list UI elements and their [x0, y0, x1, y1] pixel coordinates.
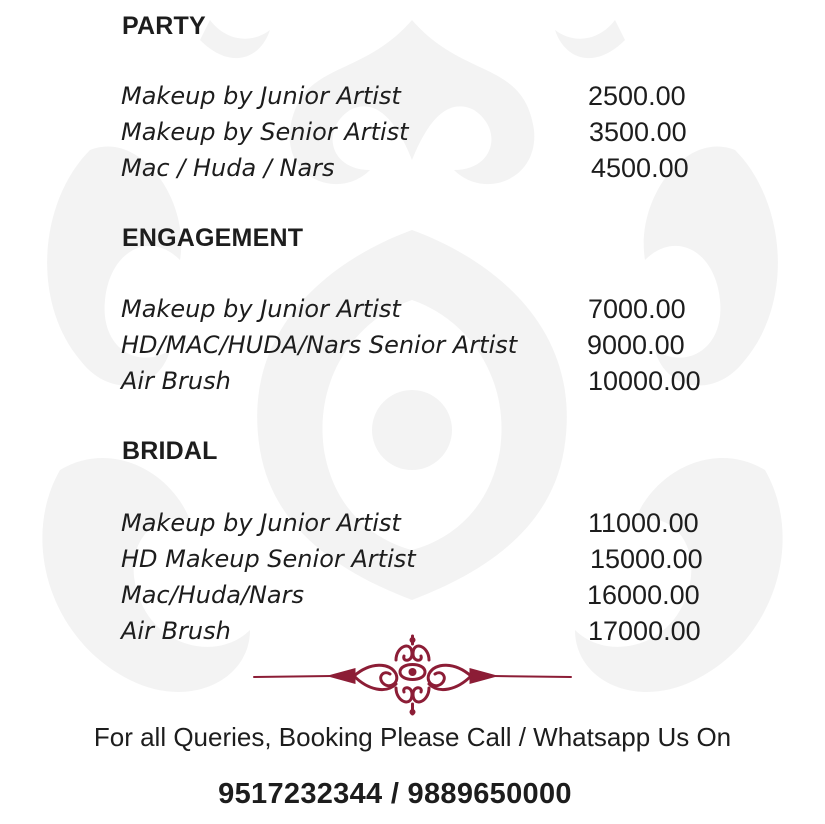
- service-name: Makeup by Junior Artist: [121, 82, 401, 110]
- service-price: 4500.00: [591, 153, 689, 183]
- service-price: 17000.00: [588, 616, 701, 646]
- price-row: [0, 78, 825, 114]
- price-row: [0, 114, 825, 150]
- service-price: 11000.00: [588, 508, 699, 538]
- service-name: Mac/Huda/Nars: [121, 581, 305, 609]
- service-price: 10000.00: [588, 366, 701, 396]
- service-name: Makeup by Junior Artist: [121, 295, 401, 323]
- service-name: Air Brush: [121, 617, 231, 645]
- service-name: Air Brush: [121, 367, 231, 395]
- service-price: 7000.00: [588, 294, 686, 324]
- service-name: Mac / Huda / Nars: [121, 154, 335, 182]
- service-name: Makeup by Junior Artist: [121, 509, 401, 537]
- price-row: [0, 505, 825, 541]
- service-name: HD Makeup Senior Artist: [121, 545, 416, 573]
- phone-numbers: 9517232344 / 9889650000: [218, 778, 572, 810]
- section-title-bridal: BRIDAL: [122, 437, 218, 465]
- section-title-engagement: ENGAGEMENT: [122, 224, 304, 252]
- price-row: [0, 291, 825, 327]
- price-row: [0, 541, 825, 577]
- service-price: 15000.00: [590, 544, 703, 574]
- queries-text: For all Queries, Booking Please Call / Whatsapp Us On: [93, 722, 732, 752]
- service-price: 3500.00: [589, 117, 687, 147]
- section-title-party: PARTY: [122, 12, 206, 40]
- price-row: [0, 363, 825, 399]
- price-row: [0, 327, 825, 363]
- price-row: [0, 577, 825, 613]
- service-name: Makeup by Senior Artist: [121, 118, 409, 146]
- price-row: [0, 150, 825, 186]
- ornamental-scroll-divider-icon: [250, 632, 575, 718]
- service-price: 9000.00: [587, 330, 685, 360]
- service-price: 16000.00: [587, 580, 700, 610]
- service-name: HD/MAC/HUDA/Nars Senior Artist: [121, 331, 518, 359]
- service-price: 2500.00: [588, 81, 686, 111]
